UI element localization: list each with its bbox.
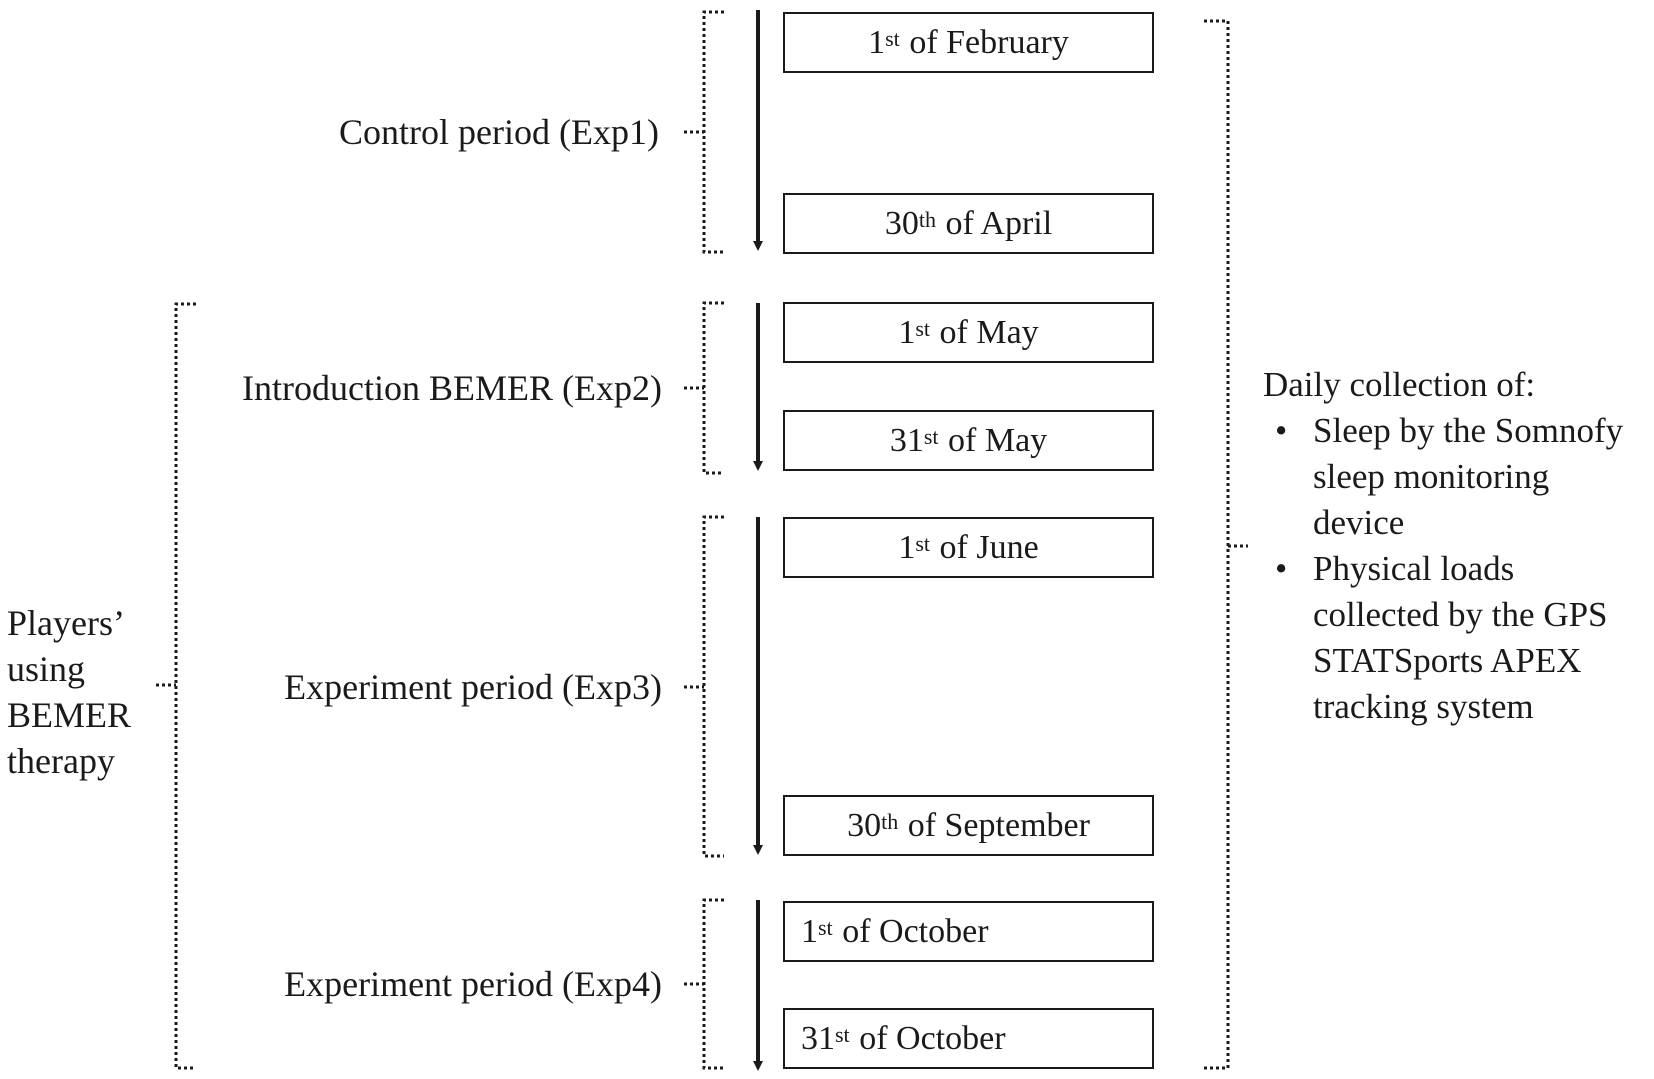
date-suffix: th (918, 206, 936, 232)
date-box-exp2-start (783, 302, 1154, 363)
bullet-icon: • (1275, 549, 1288, 588)
date-suffix: st (835, 1021, 850, 1047)
date-month: of April (936, 204, 1053, 242)
date-day: 31 (889, 421, 924, 459)
collection-note (1263, 362, 1653, 730)
period-label-exp1: Control period (Exp1) (339, 112, 659, 152)
date-month: of October (833, 912, 989, 950)
collection-item-line: STATSports APEX (1313, 641, 1582, 680)
date-day: 1 (898, 313, 916, 351)
date-suffix: st (885, 25, 900, 51)
date-month: of May (931, 313, 1039, 351)
bracket-players (176, 304, 196, 1068)
date-box-exp3-end (783, 795, 1154, 856)
date-day: 31 (801, 1019, 835, 1057)
date-month: of May (939, 421, 1048, 459)
collection-item-line: sleep monitoring (1313, 457, 1550, 496)
date-month: of September (899, 806, 1090, 844)
collection-item-line: device (1313, 503, 1405, 542)
period-label-exp2: Introduction BEMER (Exp2) (242, 368, 662, 408)
period-label-exp4: Experiment period (Exp4) (284, 964, 662, 1004)
collection-item-line: Sleep by the Somnofy (1313, 411, 1624, 450)
players-label-line: Players’ (7, 603, 125, 643)
collection-item-physical-loads (1263, 546, 1653, 730)
collection-heading: Daily collection of: (1263, 365, 1536, 404)
date-suffix: st (915, 530, 931, 556)
date-box-exp2-end (783, 410, 1154, 471)
date-day: 30 (884, 204, 919, 242)
date-box-exp4-end (783, 1008, 1154, 1069)
players-label (7, 600, 131, 784)
bracket-exp2 (704, 303, 724, 473)
bracket-exp3 (704, 517, 724, 856)
bullet-icon: • (1275, 411, 1288, 450)
players-label-line: BEMER (7, 695, 132, 735)
period-label-exp3: Experiment period (Exp3) (284, 667, 662, 707)
bracket-collection (1204, 21, 1228, 1068)
date-day: 1 (898, 528, 916, 566)
collection-item-line: tracking system (1313, 687, 1534, 726)
date-box-exp1-end (783, 193, 1154, 254)
date-day: 30 (847, 806, 882, 844)
date-month: of June (931, 528, 1039, 566)
date-box-exp1-start (783, 12, 1154, 73)
date-suffix: th (881, 808, 899, 834)
date-month: of February (900, 23, 1069, 61)
date-box-exp4-start (783, 901, 1154, 962)
collection-item-sleep (1263, 408, 1653, 546)
date-day: 1 (868, 23, 886, 61)
bracket-exp4 (704, 900, 724, 1068)
date-suffix: st (818, 914, 833, 940)
players-label-line: using (7, 649, 86, 689)
collection-item-line: collected by the GPS (1313, 595, 1608, 634)
date-suffix: st (923, 423, 939, 449)
collection-item-line: Physical loads (1313, 549, 1515, 588)
bracket-exp1 (704, 12, 724, 252)
date-month: of October (850, 1019, 1006, 1057)
players-label-line: therapy (7, 741, 115, 781)
date-day: 1 (801, 912, 818, 950)
date-box-exp3-start (783, 517, 1154, 578)
date-suffix: st (915, 315, 931, 341)
